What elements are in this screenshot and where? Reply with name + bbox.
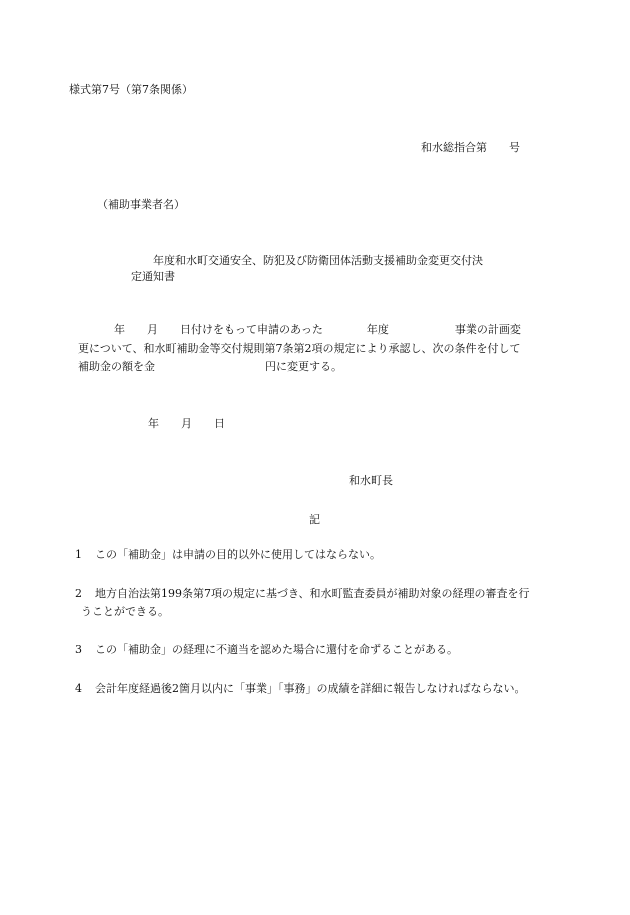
- ki-heading: 記: [309, 513, 320, 526]
- form-label: 様式第7号（第7条関係）: [69, 83, 193, 96]
- body-line-2: 更について、和水町補助金等交付規則第7条第2項の規定により承認し、次の条件を付して: [78, 342, 521, 355]
- title-line-2: 定通知書: [131, 270, 175, 283]
- condition-number: 3: [75, 643, 82, 656]
- issuer-name: 和水町長: [349, 474, 393, 487]
- issue-date: 年 月 日: [148, 417, 225, 430]
- document-number: 和水総指合第 号: [421, 141, 520, 154]
- condition-text: この「補助金」の経理に不適当を認めた場合に還付を命ずることがある。: [95, 643, 458, 656]
- condition-number: 2: [75, 587, 82, 600]
- condition-number: 1: [75, 548, 82, 561]
- condition-text-cont: うことができる。: [81, 605, 169, 618]
- recipient-name: （補助事業者名）: [97, 198, 185, 211]
- condition-text: 会計年度経過後2箇月以内に「事業」「事務」の成績を詳細に報告しなければならない。: [95, 682, 526, 695]
- condition-text: 地方自治法第199条第7項の規定に基づき、和水町監査委員が補助対象の経理の審査を行: [95, 587, 530, 600]
- condition-text: この「補助金」は申請の目的以外に使用してはならない。: [95, 548, 381, 561]
- condition-number: 4: [75, 682, 82, 695]
- body-line-3: 補助金の額を金 円に変更する。: [78, 360, 342, 373]
- body-line-1: 年 月 日付けをもって申請のあった 年度 事業の計画変: [114, 323, 521, 336]
- title-line-1: 年度和水町交通安全、防犯及び防衛団体活動支援補助金変更交付決: [153, 254, 483, 267]
